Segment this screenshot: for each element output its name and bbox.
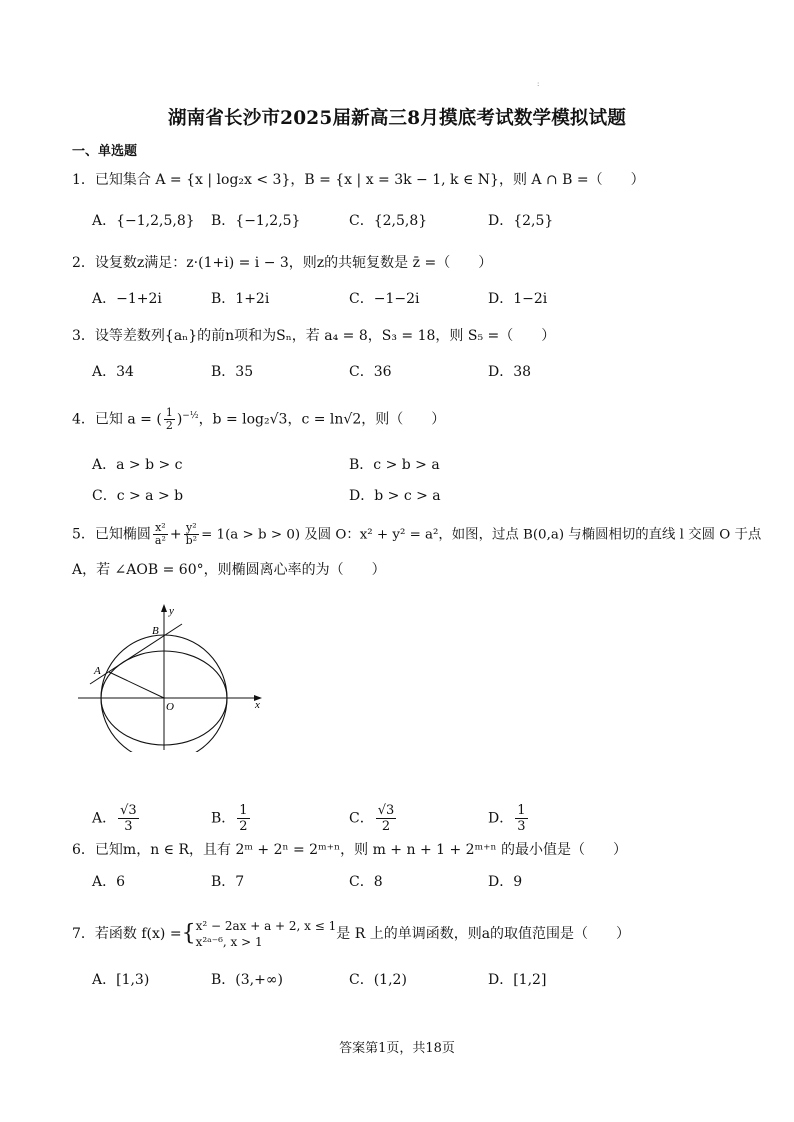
fraction-denominator: 2 (239, 819, 248, 834)
question-7 (72, 918, 630, 950)
option-a: A．{−1,2,5,8} (92, 213, 195, 229)
option-fraction (118, 803, 139, 834)
option-b: B．35 (211, 364, 254, 380)
fraction-half (164, 407, 175, 432)
question-stem-end: ，b = log₂√3，c = ln√2，则（ ） (198, 411, 446, 428)
fraction-denominator: a² (154, 534, 166, 547)
option-label: C． (349, 810, 374, 827)
segment-oa (109, 672, 164, 698)
option-d: D．[1,2] (488, 972, 547, 988)
piece-2: x²ᵃ⁻⁶, x > 1 (195, 935, 263, 949)
fraction-denominator: 3 (517, 819, 526, 834)
question-4: 4．已知 a = ( $\frac{1}{2}$ )$^{-\frac{1}{2}}$，b = log₂√3，c = ln√2，则（ ） (72, 406, 446, 433)
option-c: C．{2,5,8} (349, 213, 428, 229)
option-d: D．{2,5} (488, 213, 554, 229)
question-stem: 已知m，n ∈ R，且有 2ᵐ + 2ⁿ = 2ᵐ⁺ⁿ，则 m + n + 1 + 2ᵐ⁺ⁿ 的最小值是（ ） (94, 842, 628, 858)
question-number: 1． (72, 172, 95, 188)
question-number: 5． (72, 526, 95, 543)
question-3 (72, 326, 555, 346)
option-c: C．8 (349, 874, 383, 890)
question-1 (72, 170, 645, 190)
fraction-numerator: √3 (120, 803, 137, 818)
question-number: 4． (72, 411, 95, 428)
point-b-label: B (152, 625, 159, 637)
option-fraction (237, 803, 249, 834)
fraction-numerator: x² (153, 522, 168, 535)
tangent-line-l (90, 624, 182, 684)
piecewise-brace: { (181, 921, 196, 946)
question-stem-start: 已知 (94, 411, 123, 428)
option-c: C．−1−2i (349, 291, 420, 307)
origin-label: O (166, 701, 174, 713)
option-label: B． (211, 810, 236, 827)
question-stem-middle: = 1(a > b > 0) 及圆 O：x² + y² = a²，如图，过点 B(0,a) 与椭圆相切的直线 l 交圆 O 于点 (201, 527, 762, 543)
option-a: A．6 (92, 874, 126, 890)
question-5: 5．已知椭圆 $\frac{\text{x²}}{\text{a²}}$ + $\frac{\text{y²}}{\text{b²}}$ = 1(a > b > 0) 及圆 O：x² + y² = a²，如图，过点 B(0,a) 与椭圆相切的直线 l 交圆 O 于点 (72, 521, 762, 547)
question-number: 6． (72, 842, 95, 858)
question-stem: 已知集合 A = {x | log₂x < 3}，B = {x | x = 3k − 1, k ∈ N}，则 A ∩ B =（ ） (94, 172, 645, 188)
option-a: A．[1,3) (92, 972, 150, 988)
question-stem: 设复数z满足：z·(1+i) = i − 3，则z的共轭复数是 z̄ =（ ） (94, 255, 493, 271)
fraction-denominator: 2 (381, 819, 391, 834)
option-c: C．(1,2) (349, 972, 407, 988)
option-a: A．−1+2i (92, 291, 162, 307)
piecewise-cases (196, 918, 337, 950)
option-b: B．c > b > a (349, 457, 440, 473)
option-b: B．(3,+∞) (211, 972, 283, 988)
question-stem: 设等差数列{aₙ}的前n项和为Sₙ，若 a₄ = 8，S₃ = 18，则 S₅ =（ ） (94, 328, 556, 344)
fraction-numerator: 1 (517, 803, 526, 818)
question-stem-end: A，若 ∠AOB = 60°，则椭圆离心率的为（ ） (72, 562, 386, 578)
fraction-numerator: √3 (377, 803, 395, 818)
option-b: B．1+2i (211, 291, 270, 307)
question-number: 2． (72, 255, 95, 271)
option-fraction (376, 803, 397, 834)
section-heading: 一、单选题 (72, 144, 138, 159)
option-fraction (515, 803, 527, 834)
option-d (488, 803, 530, 834)
exponent: −½ (182, 411, 199, 421)
y-axis-arrow (161, 604, 167, 612)
option-b: B．{−1,2,5} (211, 213, 301, 229)
fraction-denominator: 2 (165, 419, 173, 433)
fraction-y (184, 522, 199, 547)
point-a-label: A (94, 665, 101, 677)
fraction-x (153, 522, 168, 547)
fraction-denominator: 3 (124, 819, 133, 834)
option-b (211, 803, 252, 834)
fraction-denominator: b² (185, 534, 198, 547)
option-d: D．38 (488, 364, 532, 380)
question-stem-start: 已知椭圆 (94, 526, 151, 543)
x-label: x (255, 699, 260, 711)
fraction-numerator: 1 (239, 803, 248, 818)
question-stem-start: 若函数 f(x) = (94, 926, 182, 942)
option-d: D．b > c > a (349, 488, 441, 504)
question-5-continued (72, 560, 386, 580)
expression-a: a = (127, 411, 157, 428)
option-b: B．7 (211, 874, 245, 890)
option-d: D．1−2i (488, 291, 548, 307)
question-stem-end: 是 R 上的单调函数，则a的取值范围是（ ） (336, 926, 631, 942)
corner-mark: : (537, 80, 540, 88)
option-c: C．36 (349, 364, 392, 380)
option-label: D． (488, 810, 514, 827)
page-title: 湖南省长沙市2025届新高三8月摸底考试数学模拟试题 (167, 108, 627, 129)
option-d: D．9 (488, 874, 523, 890)
question-6 (72, 840, 627, 860)
y-label: y (169, 605, 174, 617)
ellipse-circle-diagram (78, 602, 268, 752)
fraction-numerator: 1 (165, 406, 173, 420)
option-a: A．a > b > c (92, 457, 183, 473)
piece-1: x² − 2ax + a + 2, x ≤ 1 (195, 919, 337, 933)
option-label: A． (92, 810, 117, 827)
question-number: 3． (72, 328, 95, 344)
option-c: C．c > a > b (92, 488, 184, 504)
option-c (349, 803, 398, 834)
question-number: 7． (72, 926, 95, 942)
page-footer: 答案第1页，共18页 (339, 1041, 455, 1056)
option-a (92, 803, 141, 834)
question-2 (72, 253, 492, 273)
option-a: A．34 (92, 364, 134, 380)
fraction-numerator: y² (184, 522, 199, 535)
